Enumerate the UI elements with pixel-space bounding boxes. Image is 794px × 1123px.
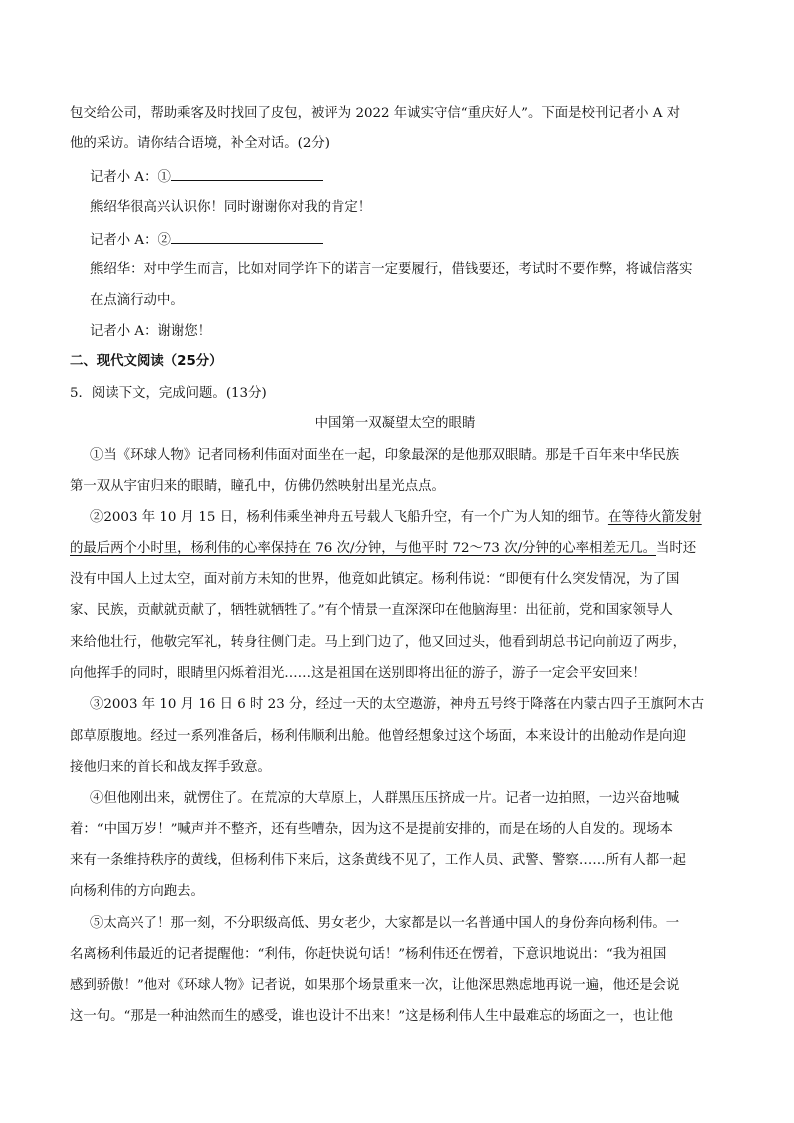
p4-line-1: ④但他刚出来，就愣住了。在荒凉的大草原上，人群黑压压挤成一片。记者一边拍照，一边兴奋地喊 <box>90 791 680 806</box>
p2-line-1-text: ②2003 年 10 月 15 日，杨利伟乘坐神舟五号载人飞船升空，有一个广为人知的细节。 <box>90 510 608 525</box>
dialogue-a1: 熊绍华很高兴认识你！同时谢谢你对我的肯定！ <box>90 200 372 215</box>
p3-line-3: 接他归来的首长和战友挥手致意。 <box>70 760 271 775</box>
p2-underlined-sentence: 的最后两个小时里，杨利伟的心率保持在 76 次/分钟，与他平时 72～73 次/分钟的心率相差无几。 <box>70 541 657 556</box>
p2-line-5: 来给他壮行，他敬完军礼，转身往侧门走。马上到门边了，他又回过头，他看到胡总书记向前迈了两步， <box>70 635 686 650</box>
answer-blank-1[interactable] <box>171 166 323 181</box>
p2-line-3: 没有中国人上过太空，面对前方未知的世界，他竟如此镇定。杨利伟说：“即便有什么突发情况，为了国 <box>70 572 680 587</box>
p2-line-4: 家、民族，贡献就贡献了，牺牲就牺牲了。”有个情景一直深深印在他脑海里：出征前，党和国家领导人 <box>70 603 673 618</box>
dialogue-q1 <box>90 166 720 188</box>
dialogue-q1-label: 记者小 A：① <box>90 170 171 185</box>
p5-line-4: 这一句。“那是一种油然而生的感受，谁也设计不出来！”这是杨利伟人生中最难忘的场面之一，也让他 <box>70 1009 673 1024</box>
p2-underlined-start: 在等待火箭发射 <box>607 510 702 525</box>
p2-line-6: 向他挥手的同时，眼睛里闪烁着泪光……这是祖国在送别即将出征的游子，游子一定会平安回来！ <box>70 666 646 681</box>
p1-line-1: ①当《环球人物》记者同杨利伟面对面坐在一起，印象最深的是他那双眼睛。那是千百年来中华民族 <box>90 448 680 463</box>
article-title: 中国第一双凝望太空的眼睛 <box>314 416 476 431</box>
dialogue-a2-line-1: 熊绍华：对中学生而言，比如对同学许下的诺言一定要履行，借钱要还，考试时不要作弊，将诚信落实 <box>90 262 693 277</box>
answer-blank-2[interactable] <box>171 229 323 244</box>
p4-line-3: 来有一条维持秩序的黄线，但杨利伟下来后，这条黄线不见了，工作人员、武警、警察……所有人都一起 <box>70 853 686 868</box>
p5-line-2: 名离杨利伟最近的记者提醒他：“利伟，你赶快说句话！”杨利伟还在愣着，下意识地说出：“我为祖国 <box>70 947 667 962</box>
p3-line-2: 郎草原腹地。经过一系列准备后，杨利伟顺利出舱。他曾经想象过这个场面，本来设计的出舱动作是向迎 <box>70 729 686 744</box>
dialogue-q2-label: 记者小 A：② <box>90 233 171 248</box>
question-5: 5．阅读下文，完成问题。(13分) <box>70 386 267 401</box>
p4-line-4: 向杨利伟的方向跑去。 <box>70 884 204 899</box>
dialogue-q2 <box>90 229 720 251</box>
p5-line-3: 感到骄傲！”他对《环球人物》记者说，如果那个场景重来一次，让他深思熟虑地再说一遍，他还是会说 <box>70 978 680 993</box>
p1-line-2: 第一双从宇宙归来的眼睛，瞳孔中，仿佛仍然映射出星光点点。 <box>70 479 445 494</box>
intro-line-1: 包交给公司，帮助乘客及时找回了皮包，被评为 2022 年诚实守信“重庆好人”。下面是校刊记者小 A 对 <box>70 106 681 121</box>
p2-line-1 <box>90 508 720 528</box>
p2-line-2 <box>70 539 720 559</box>
p3-line-1: ③2003 年 10 月 16 日 6 时 23 分，经过一天的太空遨游，神舟五号终于降落在内蒙古四子王旗阿木古 <box>90 697 705 712</box>
p5-line-1: ⑤太高兴了！那一刻，不分职级高低、男女老少，大家都是以一名普通中国人的身份奔向杨利伟。一 <box>90 916 680 931</box>
section-heading: 二、现代文阅读（25分） <box>70 354 223 369</box>
p2-line-2-tail: 当时还 <box>656 541 697 556</box>
dialogue-q3: 记者小 A：谢谢您！ <box>90 324 212 339</box>
dialogue-a2-line-2: 在点滴行动中。 <box>90 293 184 308</box>
p4-line-2: 着：“中国万岁！”喊声并不整齐，还有些嘈杂，因为这不是提前安排的，而是在场的人自发的。现场本 <box>70 822 673 837</box>
intro-line-2: 他的采访。请你结合语境，补全对话。(2分) <box>70 136 330 151</box>
